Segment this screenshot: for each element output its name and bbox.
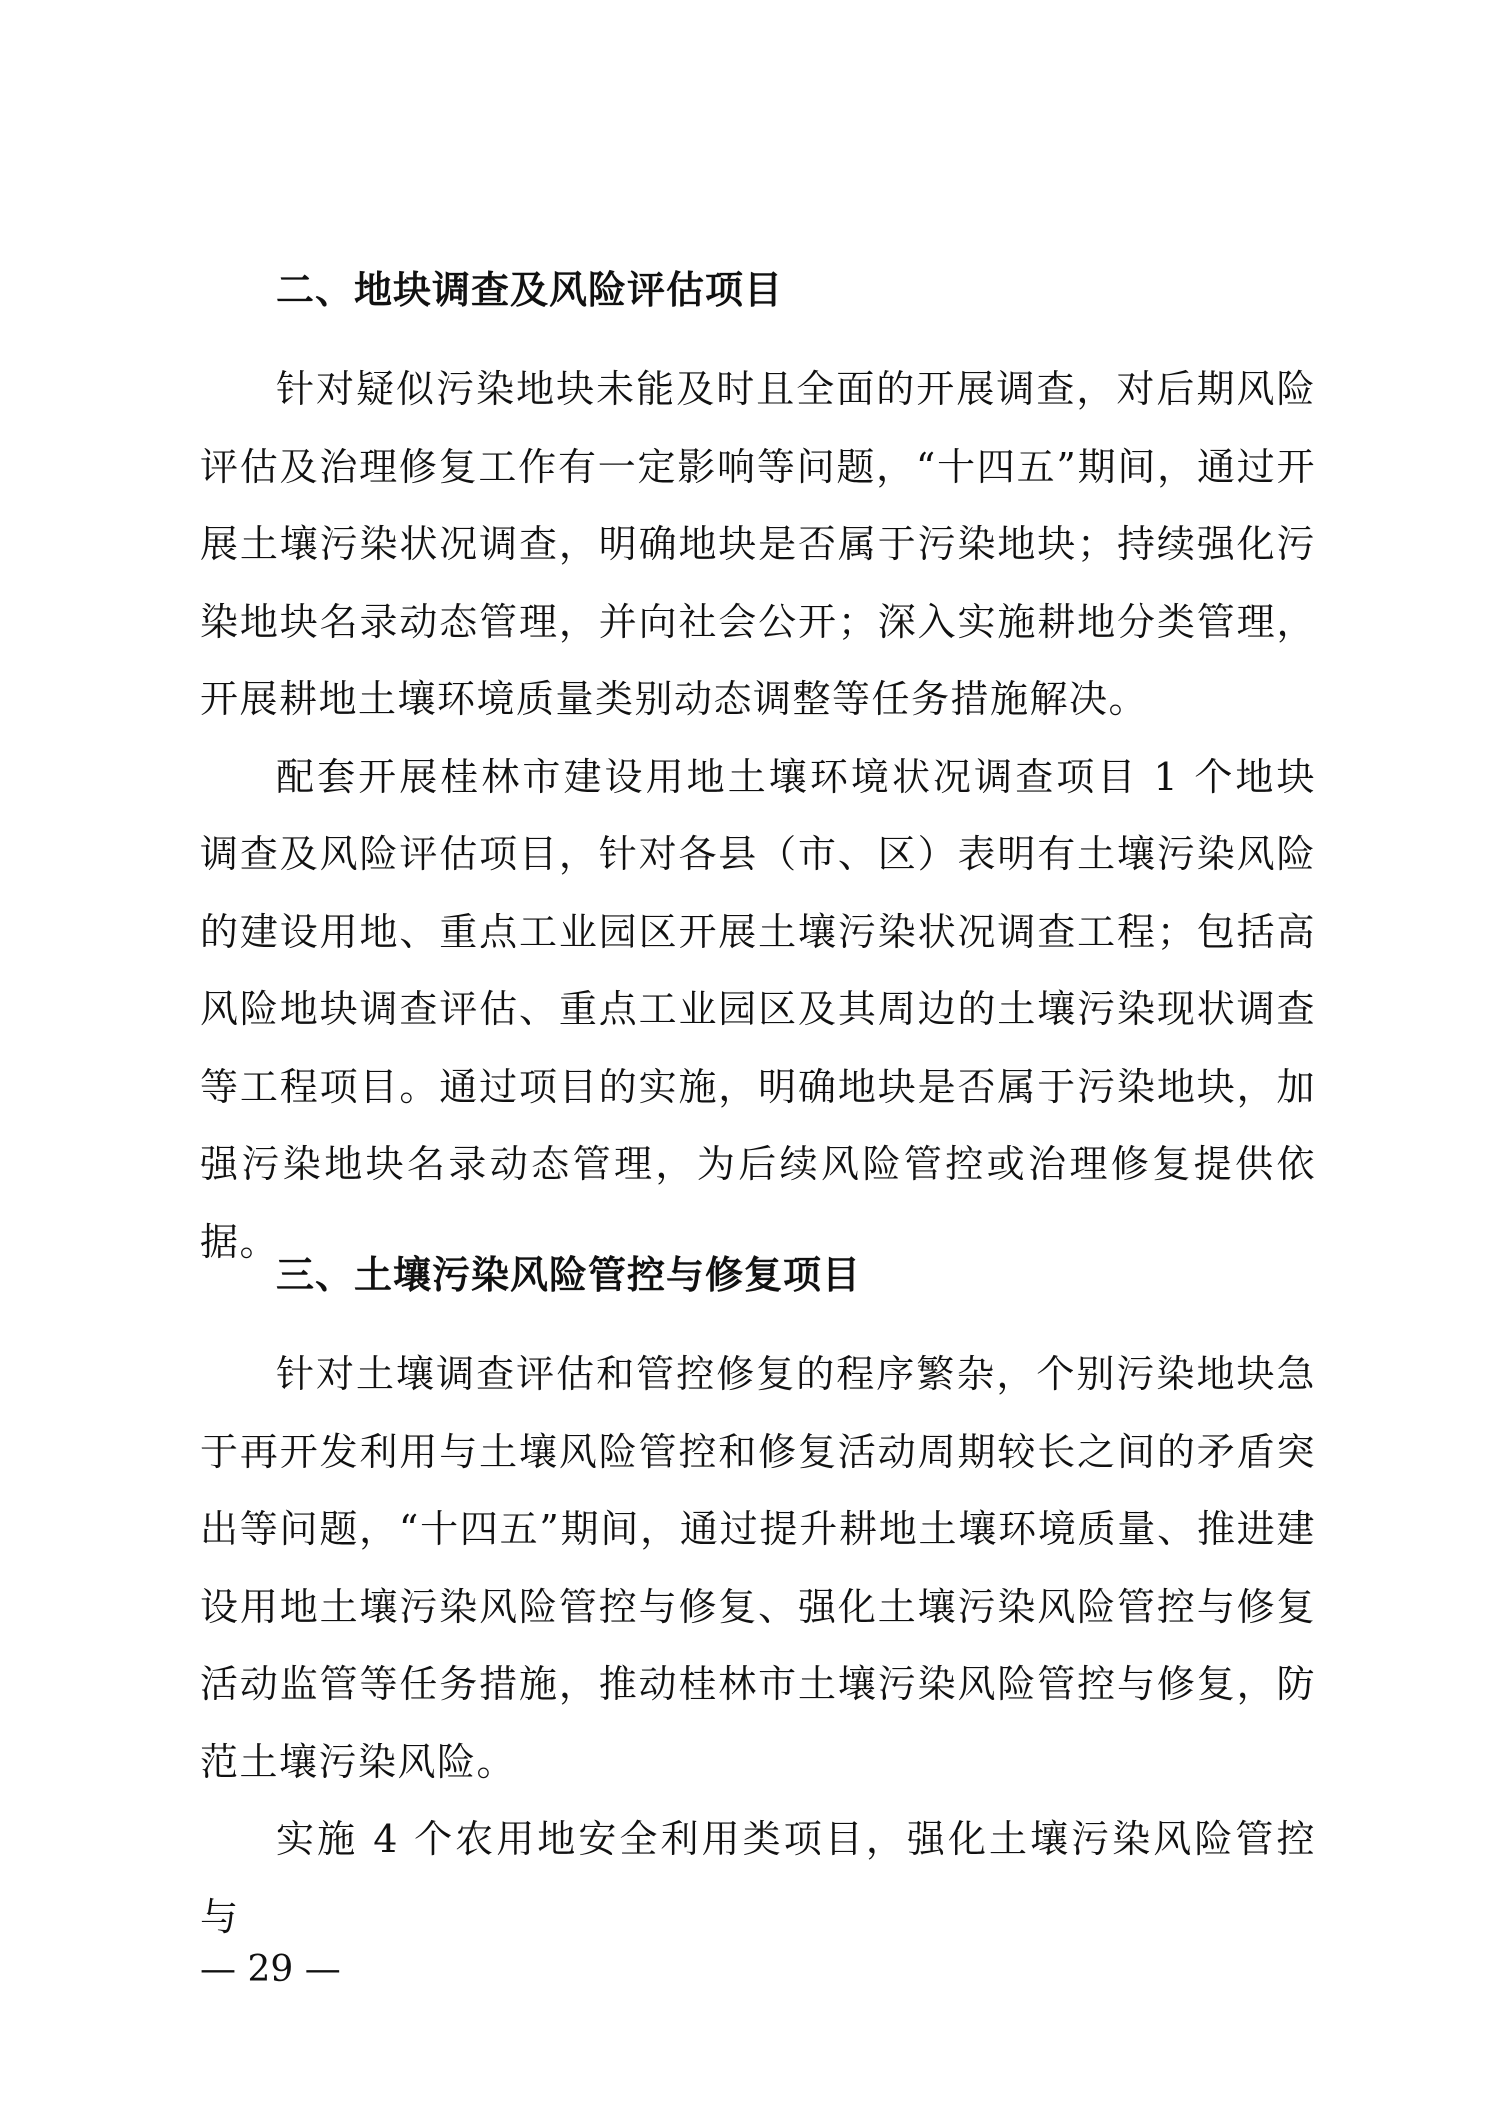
section-heading-2: 二、地块调查及风险评估项目 — [276, 268, 784, 312]
page-number: — 29 — — [200, 1949, 341, 1990]
paragraph: 针对土壤调查评估和管控修复的程序繁杂，个别污染地块急于再开发利用与土壤风险管控和修复活动周期较长之间的矛盾突出等问题，“十四五”期间，通过提升耕地土壤环境质量、推进建设用地土壤污染风险管控与修复、强化土壤污染风险管控与修复活动监管等任务措施，推动桂林市土壤污染风险管控与修复，防范土壤污染风险。 — [200, 1352, 1316, 1784]
section-heading-3: 三、土壤污染风险管控与修复项目 — [276, 1253, 862, 1297]
paragraph: 实施 4 个农用地安全利用类项目，强化土壤污染风险管控与 — [200, 1817, 1316, 1939]
paragraph: 针对疑似污染地块未能及时且全面的开展调查，对后期风险评估及治理修复工作有一定影响等问题，“十四五”期间，通过开展土壤污染状况调查，明确地块是否属于污染地块；持续强化污染地块名录动态管理，并向社会公开；深入实施耕地分类管理，开展耕地土壤环境质量类别动态调整等任务措施解决。 — [200, 367, 1316, 721]
section-body-3 — [200, 1336, 1316, 1956]
paragraph: 配套开展桂林市建设用地土壤环境状况调查项目 1 个地块调查及风险评估项目，针对各县（市、区）表明有土壤污染风险的建设用地、重点工业园区开展土壤污染状况调查工程；包括高风险地块调查评估、重点工业园区及其周边的土壤污染现状调查等工程项目。通过项目的实施，明确地块是否属于污染地块，加强污染地块名录动态管理，为后续风险管控或治理修复提供依据。 — [200, 754, 1316, 1264]
section-body-2 — [200, 351, 1316, 1281]
